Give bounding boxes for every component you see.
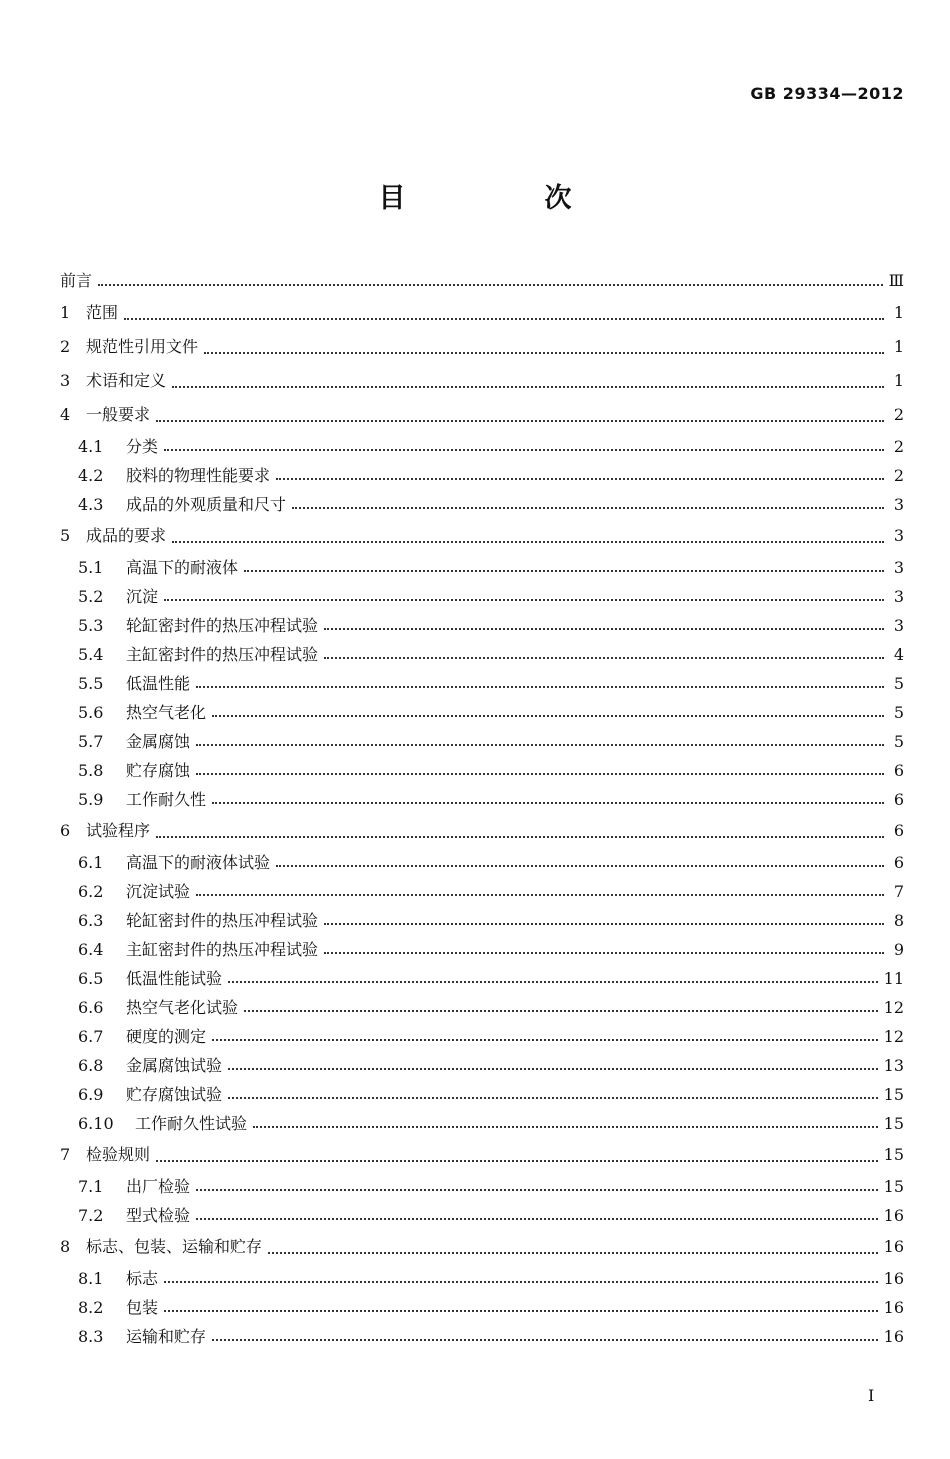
toc-entry-number: 7.1 [78,1177,104,1196]
toc-entry[interactable] [60,669,904,698]
page-number: I [868,1386,875,1405]
toc-entry-label: 胶料的物理性能要求 [126,466,271,485]
toc-entry-label: 热空气老化 [126,703,207,722]
toc-entry-number: 6.5 [78,969,104,988]
toc-entry-label: 低温性能 [126,674,191,693]
toc-entry-page: Ⅲ [888,271,904,290]
toc-entry-label: 轮缸密封件的热压冲程试验 [126,911,319,930]
toc-entry[interactable] [60,553,904,582]
toc-entry-page: 15 [883,1114,904,1133]
toc-entry-label: 一般要求 [86,405,151,424]
toc-entry-label: 主缸密封件的热压冲程试验 [126,940,319,959]
toc-entry-page: 6 [893,790,904,809]
toc-dot-leader [124,317,884,320]
toc-entry-page: 15 [883,1177,904,1196]
toc-entry-number: 6.10 [78,1114,114,1133]
toc-entry-page: 12 [883,1027,904,1046]
toc-entry[interactable] [60,1109,904,1138]
toc-entry-number: 6.7 [78,1027,104,1046]
toc-entry-number: 5.8 [78,761,104,780]
toc-entry-page: 3 [893,616,904,635]
toc-entry[interactable] [60,519,904,553]
toc-entry-page: 16 [883,1327,904,1346]
toc-entry-label: 标志、包装、运输和贮存 [86,1237,263,1256]
toc-dot-leader [228,980,878,983]
toc-entry-label: 成品的要求 [86,526,167,545]
toc-entry-page: 1 [893,337,904,356]
toc-dot-leader [228,1096,878,1099]
standard-code: GB 29334—2012 [750,84,904,103]
toc-dot-leader [156,1159,878,1162]
toc-entry-page: 6 [893,761,904,780]
toc-entry[interactable] [60,461,904,490]
toc-entry[interactable] [60,490,904,519]
toc-entry-number: 5.5 [78,674,104,693]
toc-dot-leader [324,951,884,954]
toc-dot-leader [196,743,884,746]
toc-entry-page: 5 [893,732,904,751]
toc-entry-page: 3 [893,587,904,606]
toc-entry-number: 4.1 [78,437,104,456]
toc-dot-leader [268,1251,878,1254]
toc-entry-label: 规范性引用文件 [86,337,199,356]
toc-entry[interactable] [60,1172,904,1201]
toc-entry-page: 2 [893,437,904,456]
toc-entry-page: 6 [893,821,904,840]
toc-entry-label: 运输和贮存 [126,1327,207,1346]
toc-dot-leader [228,1067,878,1070]
toc-entry-page: 5 [893,674,904,693]
toc-dot-leader [244,569,884,572]
toc-entry[interactable] [60,727,904,756]
toc-entry-number: 5.2 [78,587,104,606]
toc-entry-label: 工作耐久性 [126,790,207,809]
toc-entry[interactable] [60,364,904,398]
toc-dot-leader [212,714,884,717]
toc-entry-label: 沉淀试验 [126,882,191,901]
toc-entry-label: 低温性能试验 [126,969,223,988]
toc-dot-leader [276,864,884,867]
toc-entry-page: 3 [893,495,904,514]
toc-entry-page: 1 [893,371,904,390]
toc-entry-page: 15 [883,1145,904,1164]
toc-dot-leader [324,922,884,925]
toc-dot-leader [276,477,884,480]
toc-entry-page: 4 [893,645,904,664]
toc-dot-leader [196,893,884,896]
toc-entry[interactable] [60,611,904,640]
toc-entry-number: 8.3 [78,1327,104,1346]
toc-entry-page: 7 [893,882,904,901]
toc-entry-page: 15 [883,1085,904,1104]
toc-entry-page: 1 [893,303,904,322]
toc-entry-label: 检验规则 [86,1145,151,1164]
toc-dot-leader [164,448,884,451]
toc-dot-leader [292,506,884,509]
toc-entry-page: 16 [883,1237,904,1256]
toc-entry-number: 2 [60,337,71,356]
toc-entry-page: 5 [893,703,904,722]
toc-dot-leader [164,598,884,601]
toc-entry-number: 5.7 [78,732,104,751]
toc-entry-page: 3 [893,558,904,577]
toc-entry-number: 5.1 [78,558,104,577]
toc-dot-leader [172,540,884,543]
toc-entry-page: 11 [883,969,904,988]
toc-entry-label: 沉淀 [126,587,159,606]
toc-entry-page: 16 [883,1206,904,1225]
toc-entry-label: 分类 [126,437,159,456]
toc-entry-label: 成品的外观质量和尺寸 [126,495,287,514]
toc-dot-leader [164,1280,878,1283]
toc-dot-leader [212,1338,878,1341]
toc-entry-number: 6.9 [78,1085,104,1104]
toc-entry[interactable] [60,964,904,993]
toc-entry-page: 2 [893,466,904,485]
toc-entry-number: 5 [60,526,71,545]
toc-entry-number: 7 [60,1145,71,1164]
toc-entry-number: 6 [60,821,71,840]
toc-entry[interactable] [60,582,904,611]
toc-dot-leader [212,1038,878,1041]
toc-entry-page: 6 [893,853,904,872]
toc-entry-number: 6.6 [78,998,104,1017]
toc-entry-label: 前言 [60,271,93,290]
toc-entry-page: 13 [883,1056,904,1075]
toc-entry[interactable] [60,1051,904,1080]
toc-entry-number: 8.1 [78,1269,104,1288]
toc-entry[interactable] [60,1022,904,1051]
toc-entry-page: 3 [893,526,904,545]
toc-entry[interactable] [60,935,904,964]
toc-entry-number: 6.3 [78,911,104,930]
page-title: 目 次 [378,183,628,214]
toc-dot-leader [172,385,884,388]
toc-entry[interactable] [60,785,904,814]
toc-dot-leader [156,419,884,422]
toc-entry[interactable] [60,398,904,432]
toc-entry-page: 16 [883,1298,904,1317]
toc-entry-number: 4.2 [78,466,104,485]
toc-entry[interactable] [60,1264,904,1293]
toc-entry[interactable] [60,266,904,296]
toc-entry-number: 5.4 [78,645,104,664]
toc-dot-leader [196,1217,878,1220]
toc-dot-leader [212,801,884,804]
toc-entry-page: 8 [893,911,904,930]
toc-dot-leader [204,351,884,354]
toc-entry-page: 9 [893,940,904,959]
toc-entry-label: 高温下的耐液体 [126,558,239,577]
toc-dot-leader [196,772,884,775]
toc-entry[interactable] [60,432,904,461]
toc-entry-label: 轮缸密封件的热压冲程试验 [126,616,319,635]
toc-entry[interactable] [60,640,904,669]
toc-entry-label: 金属腐蚀试验 [126,1056,223,1075]
toc-entry[interactable] [60,877,904,906]
toc-entry-label: 硬度的测定 [126,1027,207,1046]
toc-entry[interactable] [60,296,904,330]
table-of-contents [60,266,904,1351]
toc-dot-leader [244,1009,878,1012]
toc-entry-page: 16 [883,1269,904,1288]
toc-dot-leader [164,1309,878,1312]
toc-entry-label: 术语和定义 [86,371,167,390]
toc-entry[interactable] [60,1230,904,1264]
toc-entry-number: 6.8 [78,1056,104,1075]
toc-entry[interactable] [60,814,904,848]
toc-dot-leader [324,656,884,659]
toc-entry[interactable] [60,698,904,727]
toc-entry-label: 标志 [126,1269,159,1288]
toc-entry[interactable] [60,1322,904,1351]
toc-entry-label: 主缸密封件的热压冲程试验 [126,645,319,664]
toc-entry-label: 贮存腐蚀试验 [126,1085,223,1104]
toc-entry[interactable] [60,756,904,785]
toc-entry-label: 金属腐蚀 [126,732,191,751]
toc-entry-label: 型式检验 [126,1206,191,1225]
toc-entry-number: 1 [60,303,71,322]
toc-entry[interactable] [60,906,904,935]
toc-entry-page: 2 [893,405,904,424]
toc-entry-number: 7.2 [78,1206,104,1225]
toc-entry-number: 8.2 [78,1298,104,1317]
toc-entry-number: 6.1 [78,853,104,872]
toc-dot-leader [253,1125,878,1128]
toc-entry-label: 工作耐久性试验 [135,1114,248,1133]
toc-entry[interactable] [60,1080,904,1109]
toc-dot-leader [156,835,884,838]
toc-entry-number: 5.9 [78,790,104,809]
toc-entry-label: 贮存腐蚀 [126,761,191,780]
toc-entry-number: 4 [60,405,71,424]
toc-entry-label: 包装 [126,1298,159,1317]
toc-entry-label: 热空气老化试验 [126,998,239,1017]
toc-entry-label: 高温下的耐液体试验 [126,853,271,872]
toc-entry[interactable] [60,993,904,1022]
toc-entry-number: 3 [60,371,71,390]
toc-entry[interactable] [60,1201,904,1230]
toc-entry-number: 6.4 [78,940,104,959]
toc-entry[interactable] [60,330,904,364]
toc-entry-number: 5.6 [78,703,104,722]
toc-dot-leader [324,627,884,630]
toc-entry-page: 12 [883,998,904,1017]
toc-dot-leader [98,283,883,286]
toc-entry-number: 5.3 [78,616,104,635]
toc-entry-number: 4.3 [78,495,104,514]
toc-entry-label: 范围 [86,303,119,322]
toc-dot-leader [196,1188,878,1191]
toc-entry[interactable] [60,1138,904,1172]
toc-entry-label: 试验程序 [86,821,151,840]
toc-entry-label: 出厂检验 [126,1177,191,1196]
toc-entry[interactable] [60,1293,904,1322]
toc-entry-number: 8 [60,1237,71,1256]
toc-dot-leader [196,685,884,688]
toc-entry-number: 6.2 [78,882,104,901]
toc-entry[interactable] [60,848,904,877]
